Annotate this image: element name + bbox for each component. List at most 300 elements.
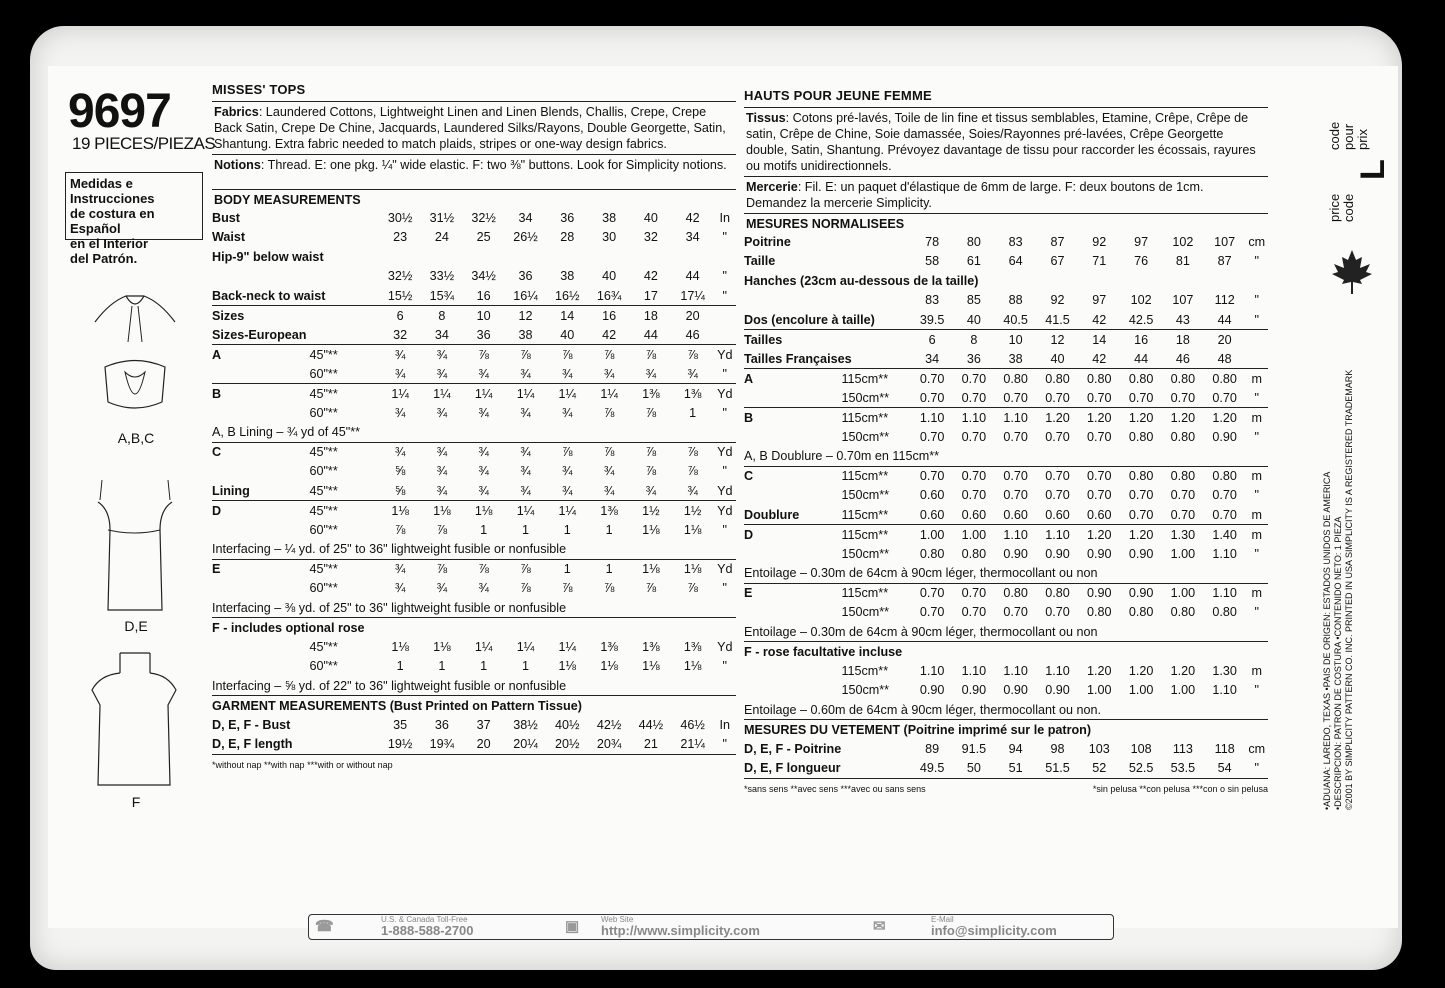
yardage-value: 0.70 xyxy=(1003,488,1028,503)
yardage-value: 1.40 xyxy=(1204,525,1246,545)
size-value: 20 xyxy=(672,306,714,326)
garment-value: 20¼ xyxy=(513,737,538,752)
garment-heading-row xyxy=(212,696,736,716)
view-label xyxy=(744,427,819,447)
yardage-value: 0.70 xyxy=(1045,429,1070,444)
en-measurements-table xyxy=(212,208,736,754)
fabric-width: 60"** xyxy=(309,464,338,479)
yardage-value: ⅞ xyxy=(645,581,657,596)
garment-value: 91.5 xyxy=(961,741,987,756)
yardage-row xyxy=(212,481,736,501)
fabric-width: 45"** xyxy=(287,384,379,404)
size-value: 20 xyxy=(1204,330,1246,350)
phone-icon: ☎ xyxy=(315,918,334,935)
interfacing-note: A, B Doublure – 0.70m en 115cm** xyxy=(744,449,940,463)
body-measurement-row xyxy=(744,310,1268,330)
row-label: Waist xyxy=(212,230,246,245)
fabric-width: 150cm** xyxy=(841,390,890,405)
fabrics-label: Tissus xyxy=(746,111,786,125)
legal-line: •ADUANA: LAREDO, TEXAS •PAIS DE ORIGEN: ESTADOS UNIDOS DE AMERICA xyxy=(1322,471,1332,810)
interfacing-note: Entoilage – 0.60m de 64cm à 90cm léger, thermocollant ou non. xyxy=(744,702,1102,717)
notions-label: Mercerie xyxy=(746,180,798,194)
yardage-row xyxy=(212,657,736,677)
view-label: Doublure xyxy=(744,507,800,522)
yardage-value: 1.00 xyxy=(953,525,995,545)
yardage-value: 1⅛ xyxy=(558,659,577,674)
email-link[interactable]: info@simplicity.com xyxy=(931,923,1057,938)
yardage-row xyxy=(212,462,736,482)
yardage-value: 0.60 xyxy=(1087,507,1112,522)
yardage-value: 0.70 xyxy=(1003,429,1028,444)
yardage-value: 1.20 xyxy=(1120,525,1162,545)
cell-value: 16 xyxy=(476,288,491,303)
garment-value: 53.5 xyxy=(1170,761,1196,776)
cell-value: 88 xyxy=(1008,293,1023,308)
cell-value: 26½ xyxy=(513,230,538,245)
yardage-value: 1 xyxy=(521,659,529,674)
size-value: 46 xyxy=(1175,351,1190,366)
cell-value: 44 xyxy=(1217,312,1232,327)
yardage-value: 1.10 xyxy=(961,663,987,678)
unit-cell: Yd xyxy=(714,345,736,365)
garment-row xyxy=(212,735,736,755)
yardage-value: 1.20 xyxy=(1037,408,1079,428)
fabric-width: 45"** xyxy=(287,442,379,462)
view-label xyxy=(212,364,287,384)
yardage-value: 0.80 xyxy=(1037,369,1079,389)
yardage-value: 1⅛ xyxy=(433,639,451,654)
yardage-value: 1.20 xyxy=(1162,408,1204,428)
garment-value: 46½ xyxy=(680,717,705,732)
unit-cell: " xyxy=(722,405,728,420)
yardage-value: ⅞ xyxy=(394,522,406,537)
row-label xyxy=(212,267,379,287)
row-label: D, E, F - Poitrine xyxy=(744,741,842,756)
cell-value: 87 xyxy=(1217,254,1232,269)
yardage-value: ¾ xyxy=(562,366,573,381)
yardage-value: ¾ xyxy=(562,464,573,479)
view-label: F - includes optional rose xyxy=(212,618,736,638)
unit-cell: m xyxy=(1246,408,1268,428)
size-value: 38 xyxy=(1008,351,1023,366)
unit-cell: " xyxy=(722,366,728,381)
size-value: 16 xyxy=(1120,330,1162,350)
unit-cell: " xyxy=(722,737,728,752)
yardage-value: 0.70 xyxy=(1212,488,1237,503)
size-value: 36 xyxy=(476,327,491,342)
view-label: C xyxy=(744,466,819,486)
size-value: 12 xyxy=(505,306,547,326)
email-label: E-Mail xyxy=(931,915,954,924)
interfacing-note: Interfacing – ⅜ yd. of 25" to 36" lightweight fusible or nonfusible xyxy=(212,600,567,615)
yardage-row xyxy=(744,583,1268,603)
yardage-value: 0.70 xyxy=(961,605,987,620)
cell-value: 64 xyxy=(1008,254,1023,269)
yardage-value: 1.30 xyxy=(1162,525,1204,545)
view-label xyxy=(212,462,287,482)
spanish-note-line: de costura en Español xyxy=(70,206,155,236)
yardage-value: 1¼ xyxy=(474,639,493,654)
yardage-value: 1¼ xyxy=(558,639,577,654)
yardage-value: 1.00 xyxy=(1162,583,1204,603)
yardage-value: ¾ xyxy=(421,442,463,462)
row-label: Poitrine xyxy=(744,234,791,249)
yardage-value: ⅞ xyxy=(588,442,630,462)
garment-value: 35 xyxy=(393,717,408,732)
yardage-value: 1 xyxy=(588,559,630,579)
unit-cell: Yd xyxy=(714,501,736,521)
yardage-value: ¾ xyxy=(394,581,406,596)
yardage-value: ⅞ xyxy=(603,581,615,596)
size-value: 18 xyxy=(1162,330,1204,350)
yardage-value: ⅞ xyxy=(687,464,698,479)
unit-cell xyxy=(1246,349,1268,369)
yardage-value: 0.70 xyxy=(961,488,987,503)
size-row xyxy=(744,349,1268,369)
fabric-width: 150cm** xyxy=(841,429,890,444)
notions-text: : Thread. E: one pkg. ¼" wide elastic. F: two ⅜" buttons. Look for Simplicity notions. xyxy=(260,158,727,172)
yardage-value: 1.10 xyxy=(995,408,1037,428)
cell-value: 85 xyxy=(966,293,981,308)
footnote xyxy=(744,779,1268,797)
yardage-value: ⅞ xyxy=(630,442,672,462)
yardage-row xyxy=(212,559,736,579)
price-letter: L xyxy=(1354,159,1392,180)
yardage-value: 1½ xyxy=(672,501,714,521)
yardage-value: 0.70 xyxy=(911,466,953,486)
yardage-row xyxy=(744,661,1268,681)
yardage-value: ¾ xyxy=(645,366,657,381)
garment-heading: GARMENT MEASUREMENTS (Bust Printed on Pattern Tissue) xyxy=(212,696,736,716)
yardage-row xyxy=(212,364,736,384)
fabric-width: 115cm** xyxy=(819,525,911,545)
note-row xyxy=(212,598,736,618)
yardage-value: 0.70 xyxy=(961,429,987,444)
yardage-value: ⅞ xyxy=(687,581,698,596)
yardage-value: 0.80 xyxy=(1162,369,1204,389)
yardage-value: 0.80 xyxy=(1162,466,1204,486)
yardage-value: 1.00 xyxy=(1128,683,1154,698)
yardage-value: 1.00 xyxy=(1170,546,1196,561)
view-label: E xyxy=(212,559,287,579)
yardage-value: 1 xyxy=(480,659,488,674)
yardage-value: 1.20 xyxy=(1170,663,1196,678)
yardage-value: 1⅛ xyxy=(683,659,702,674)
row-label: Sizes-European xyxy=(212,327,307,342)
yardage-value: ⅞ xyxy=(562,581,573,596)
size-value: 48 xyxy=(1217,351,1232,366)
view-label: Lining xyxy=(212,483,250,498)
yardage-value: 1.20 xyxy=(1087,663,1112,678)
yardage-value: 1 xyxy=(563,522,571,537)
yardage-value: 0.80 xyxy=(1170,429,1196,444)
yardage-value: ¾ xyxy=(478,366,489,381)
row-label: Tailles Françaises xyxy=(744,351,852,366)
fabric-width: 115cm** xyxy=(819,408,911,428)
cell-value: 32½ xyxy=(471,210,496,225)
yardage-value: 1⅛ xyxy=(642,659,660,674)
web-link[interactable]: http://www.simplicity.com xyxy=(601,923,760,938)
yardage-value: ¾ xyxy=(436,483,448,498)
view-label: E xyxy=(744,583,819,603)
yardage-value: 0.70 xyxy=(1037,466,1079,486)
size-value: 10 xyxy=(995,330,1037,350)
garment-value: 19½ xyxy=(387,737,413,752)
size-value: 40 xyxy=(1050,351,1065,366)
garment-value: 19¾ xyxy=(429,737,455,752)
yardage-value: 1.10 xyxy=(919,663,945,678)
size-value: 14 xyxy=(1078,330,1120,350)
yardage-value: ⅞ xyxy=(505,559,547,579)
yardage-value: 0.90 xyxy=(1078,583,1120,603)
computer-icon: ▣ xyxy=(565,918,580,935)
unit-cell: Yd xyxy=(714,559,736,579)
cell-value: 34 xyxy=(685,230,700,245)
yardage-value: 1⅛ xyxy=(683,522,702,537)
view-label xyxy=(212,520,287,540)
cell-value: 58 xyxy=(925,254,940,269)
yardage-value: 0.90 xyxy=(1212,429,1237,444)
yardage-value: ¾ xyxy=(379,345,421,365)
view-label xyxy=(744,603,819,623)
unit-cell: " xyxy=(722,522,728,537)
yardage-value: 0.80 xyxy=(1204,466,1246,486)
row-label: Back-neck to waist xyxy=(212,288,326,303)
yardage-row xyxy=(212,384,736,404)
row-label: Tailles xyxy=(744,330,911,350)
unit-cell: m xyxy=(1246,583,1268,603)
fabric-width: 60"** xyxy=(309,659,338,674)
yardage-value: 1⅛ xyxy=(642,522,660,537)
yardage-value: ⅞ xyxy=(630,345,672,365)
cell-value: 17¼ xyxy=(680,288,705,303)
view-label xyxy=(212,657,287,677)
yardage-value: 0.70 xyxy=(1128,390,1154,405)
cell-value: 30½ xyxy=(387,210,413,225)
fabric-width: 45"** xyxy=(287,345,379,365)
yardage-value: ¾ xyxy=(478,405,489,420)
yardage-value: 1⅜ xyxy=(588,501,630,521)
yardage-value: 1¼ xyxy=(546,501,588,521)
cell-value: 42 xyxy=(643,269,658,284)
spanish-note-line: Medidas e Instrucciones xyxy=(70,176,155,206)
size-value: 46 xyxy=(685,327,700,342)
yardage-value: ⅞ xyxy=(645,405,657,420)
cell-value: 97 xyxy=(1134,234,1149,249)
unit-cell: cm xyxy=(1248,234,1266,249)
yardage-value: 0.80 xyxy=(1120,466,1162,486)
garment-value: 20½ xyxy=(555,737,580,752)
yardage-row xyxy=(212,618,736,638)
fabric-width: 150cm** xyxy=(841,605,890,620)
view-label xyxy=(212,579,287,599)
garment-value: 118 xyxy=(1214,741,1235,756)
cell-value: 42 xyxy=(1092,312,1107,327)
yardage-value: ¾ xyxy=(436,464,448,479)
garment-value: 37 xyxy=(476,717,491,732)
garment-value: 21¼ xyxy=(680,737,705,752)
yardage-value: 0.80 xyxy=(995,583,1037,603)
fabric-width: 150cm** xyxy=(841,488,890,503)
row-label: D, E, F - Bust xyxy=(212,717,291,732)
yardage-value: 1 xyxy=(521,522,529,537)
yardage-value: ⅝ xyxy=(394,483,406,498)
body-measurement-row xyxy=(744,252,1268,272)
cell-value: 102 xyxy=(1172,234,1194,249)
email-icon: ✉ xyxy=(873,918,886,935)
yardage-value: ⅞ xyxy=(546,345,588,365)
garment-value: 108 xyxy=(1130,741,1152,756)
yardage-value: 0.70 xyxy=(911,583,953,603)
unit-cell: cm xyxy=(1248,741,1266,756)
fabric-width: 115cm** xyxy=(819,583,911,603)
cell-value: 97 xyxy=(1092,293,1107,308)
yardage-value: 1 xyxy=(605,522,613,537)
yardage-value: 0.70 xyxy=(1128,488,1154,503)
garment-row xyxy=(744,739,1268,759)
phone-number: 1-888-588-2700 xyxy=(381,923,474,938)
row-label: Bust xyxy=(212,210,240,225)
yardage-value: 1.20 xyxy=(1078,408,1120,428)
yardage-row xyxy=(744,369,1268,389)
yardage-value: 1 xyxy=(689,405,697,420)
yardage-value: 0.70 xyxy=(953,583,995,603)
unit-cell: " xyxy=(1254,429,1260,444)
cell-value: 25 xyxy=(476,230,491,245)
yardage-value: ⅞ xyxy=(520,581,531,596)
unit-cell: " xyxy=(1254,546,1260,561)
size-value: 38 xyxy=(518,327,533,342)
size-value: 10 xyxy=(463,306,505,326)
yardage-value: 0.90 xyxy=(961,683,987,698)
cell-value: 36 xyxy=(518,269,533,284)
garment-value: 44½ xyxy=(638,717,664,732)
fabric-width: 150cm** xyxy=(841,546,890,561)
view-label xyxy=(212,403,287,423)
cell-value: 40 xyxy=(602,269,617,284)
yardage-value: 0.90 xyxy=(1003,546,1028,561)
yardage-value: 1.10 xyxy=(1003,663,1028,678)
spanish-note-line: del Patrón. xyxy=(70,251,138,266)
yardage-value: 1¼ xyxy=(516,639,535,654)
yardage-value: ¾ xyxy=(603,464,615,479)
yardage-value: 0.70 xyxy=(919,605,945,620)
cell-value: 39.5 xyxy=(919,312,945,327)
yardage-value: 0.80 xyxy=(1170,605,1196,620)
size-value: 44 xyxy=(643,327,658,342)
cell-value: 17 xyxy=(643,288,658,303)
english-tables xyxy=(212,208,736,773)
yardage-row xyxy=(212,501,736,521)
size-value: 32 xyxy=(393,327,408,342)
yardage-value: 1.20 xyxy=(1128,663,1154,678)
yardage-value: 1¼ xyxy=(588,384,630,404)
view-label-f: F xyxy=(131,794,141,810)
view-label xyxy=(744,661,819,681)
garment-value: 113 xyxy=(1172,741,1193,756)
yardage-value: ¾ xyxy=(478,483,489,498)
unit-cell: " xyxy=(722,659,728,674)
size-value: 42 xyxy=(602,327,617,342)
size-row xyxy=(744,330,1268,350)
size-value: 36 xyxy=(966,351,981,366)
cell-value: 23 xyxy=(393,230,408,245)
cell-value: 15¾ xyxy=(429,288,455,303)
garment-value: 103 xyxy=(1088,741,1110,756)
yardage-value: 0.70 xyxy=(1003,605,1028,620)
price-code-fr xyxy=(1328,122,1370,150)
row-label xyxy=(744,291,911,311)
yardage-value: ¾ xyxy=(421,345,463,365)
yardage-value: 1 xyxy=(480,522,488,537)
yardage-value: 1⅛ xyxy=(391,639,409,654)
unit-cell: " xyxy=(1254,293,1260,308)
garment-value: 51 xyxy=(1008,761,1023,776)
yardage-value: 0.70 xyxy=(1045,605,1070,620)
yardage-value: 1.10 xyxy=(1045,663,1070,678)
french-notions xyxy=(744,177,1268,213)
view-label xyxy=(744,388,819,408)
yardage-value: 0.80 xyxy=(1037,583,1079,603)
fabrics-label: Fabrics xyxy=(214,105,259,119)
unit-cell: " xyxy=(1254,254,1260,269)
unit-cell: m xyxy=(1251,663,1263,678)
french-title: HAUTS POUR JEUNE FEMME xyxy=(744,88,932,103)
yardage-value: ⅞ xyxy=(463,345,505,365)
yardage-value: 1.20 xyxy=(1078,525,1120,545)
cell-value: 107 xyxy=(1214,234,1236,249)
yardage-value: ¾ xyxy=(603,366,615,381)
yardage-value: 0.80 xyxy=(1128,429,1154,444)
yardage-row xyxy=(212,403,736,423)
size-value: 34 xyxy=(434,327,449,342)
yardage-value: 1.20 xyxy=(1120,408,1162,428)
body-measurement-row xyxy=(212,228,736,248)
yardage-value: 1.10 xyxy=(1212,683,1237,698)
fabric-width: 60"** xyxy=(309,405,338,420)
yardage-value: 0.70 xyxy=(1128,507,1154,522)
unit-cell: " xyxy=(1254,605,1260,620)
yardage-value: 0.70 xyxy=(919,429,945,444)
english-body-heading: BODY MEASUREMENTS xyxy=(214,193,361,207)
unit-cell: " xyxy=(1254,761,1260,776)
cell-value: 102 xyxy=(1130,293,1152,308)
yardage-row xyxy=(744,388,1268,408)
yardage-value: 0.70 xyxy=(1045,488,1070,503)
price-code-en xyxy=(1328,194,1356,222)
cell-value: 41.5 xyxy=(1045,312,1070,327)
yardage-value: 1.00 xyxy=(1170,683,1196,698)
yardage-value: 1¼ xyxy=(379,384,421,404)
fabrics-text: : Cotons pré-lavés, Toile de lin fine et tissus semblables, Etamine, Crêpe, Crêpe de satin, Crêpe de Chine, Soie damassée, Soies/Rayonnes pré-lavées, Crêpe Georgette double, Satin, Shantung. Prévoyez davantage de tissu pour raccorder les écossais, rayures ou motifs unidirectionnels. xyxy=(746,111,1256,173)
price-word: code xyxy=(1327,121,1342,150)
cell-value: 15½ xyxy=(387,288,413,303)
unit-cell: " xyxy=(1254,683,1260,698)
cell-value: 38 xyxy=(602,210,617,225)
yardage-value: 0.70 xyxy=(953,369,995,389)
fabric-width: 60"** xyxy=(309,581,338,596)
yardage-value: 0.70 xyxy=(953,466,995,486)
yardage-value: 1⅜ xyxy=(672,384,714,404)
yardage-value: 1.10 xyxy=(953,408,995,428)
yardage-value: 1 xyxy=(396,659,404,674)
body-measurement-row xyxy=(212,286,736,306)
view-label-de: D,E xyxy=(124,618,148,634)
yardage-value: 1⅛ xyxy=(421,501,463,521)
interfacing-note: Entoilage – 0.30m de 64cm à 90cm léger, thermocollant ou non xyxy=(744,566,1098,580)
interfacing-note: A, B Lining – ¾ yd of 45"** xyxy=(212,425,360,439)
footnote xyxy=(212,755,736,773)
